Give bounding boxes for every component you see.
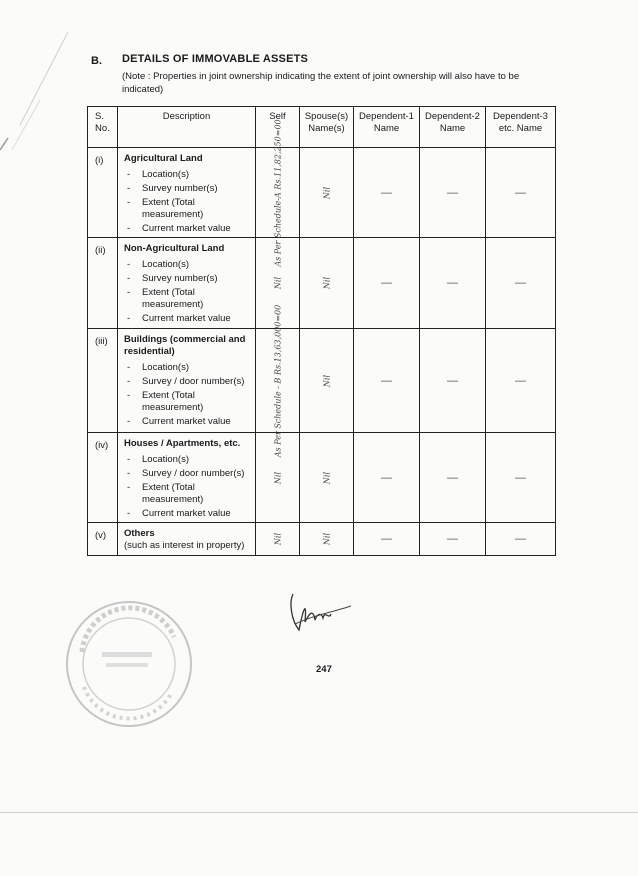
- list-item: - Location(s): [124, 169, 251, 181]
- row-description: [118, 523, 256, 556]
- row-description: [118, 148, 256, 238]
- row-title: Non-Agricultural Land: [124, 243, 225, 254]
- spouse-value: Nil: [322, 186, 331, 199]
- row-subtitle: (such as interest in property): [124, 540, 245, 551]
- list-item: - Survey number(s): [124, 183, 251, 195]
- table-row: [88, 523, 556, 556]
- spouse-value: Nil: [322, 471, 331, 484]
- dependent-2-cell: [420, 329, 486, 433]
- self-value: Nil: [273, 471, 282, 484]
- dependent-1-value: —: [381, 533, 392, 545]
- list-item: - Location(s): [124, 454, 251, 466]
- dependent-2-value: —: [447, 471, 458, 484]
- dependent-3-cell: [486, 433, 556, 523]
- dependent-2-cell: [420, 148, 486, 238]
- row-description: [118, 329, 256, 433]
- table-row: [88, 148, 556, 238]
- section-title: DETAILS OF IMMOVABLE ASSETS: [122, 53, 309, 65]
- list-item: - Current market value: [124, 223, 251, 235]
- row-sno: (iii): [88, 329, 118, 433]
- dependent-3-value: —: [515, 533, 526, 545]
- dependent-3-cell: [486, 238, 556, 329]
- self-value: Nil: [273, 532, 282, 546]
- row-title: Buildings (commercial and residential): [124, 334, 246, 357]
- spouse-cell: [300, 238, 354, 329]
- header-spouse: Spouse(s) Name(s): [300, 107, 354, 148]
- section-note: (Note : Properties in joint ownership indicating the extent of joint ownership will also have to be indicated): [122, 71, 520, 95]
- dependent-2-value: —: [447, 533, 458, 545]
- row-title: Agricultural Land: [124, 153, 203, 164]
- list-item: - Survey / door number(s): [124, 376, 251, 388]
- dependent-1-cell: [354, 148, 420, 238]
- dependent-1-cell: [354, 433, 420, 523]
- table-row: [88, 329, 556, 433]
- dependent-3-value: —: [515, 277, 526, 289]
- row-title: Others: [124, 528, 155, 539]
- header-self: Self: [256, 107, 300, 148]
- spouse-cell: [300, 433, 354, 523]
- dependent-2-value: —: [447, 277, 458, 289]
- header-dependent-2: Dependent-2 Name: [420, 107, 486, 148]
- list-item: - Extent (Total measurement): [124, 482, 251, 506]
- signature-icon: [285, 590, 355, 640]
- header-dependent-3: Dependent-3 etc. Name: [486, 107, 556, 148]
- dependent-2-cell: [420, 433, 486, 523]
- row-sno: (ii): [88, 238, 118, 329]
- self-cell: [256, 304, 300, 457]
- page-number: 247: [316, 664, 332, 675]
- section-letter: B.: [91, 55, 102, 67]
- self-cell: [256, 523, 300, 556]
- header-dependent-1: Dependent-1 Name: [354, 107, 420, 148]
- self-cell: [256, 118, 300, 267]
- dependent-1-cell: [354, 238, 420, 329]
- spouse-value: Nil: [322, 276, 331, 290]
- dependent-2-cell: [420, 238, 486, 329]
- dependent-3-cell: [486, 523, 556, 556]
- dependent-1-value: —: [381, 471, 392, 484]
- list-item: - Extent (Total measurement): [124, 287, 251, 311]
- dependent-1-value: —: [381, 277, 392, 289]
- dependent-2-cell: [420, 523, 486, 556]
- bottom-scan-line: [0, 812, 638, 813]
- spouse-cell: [300, 329, 354, 433]
- list-item: - Location(s): [124, 362, 251, 374]
- list-item: - Current market value: [124, 416, 251, 428]
- spouse-cell: [300, 148, 354, 238]
- dependent-2-value: —: [447, 374, 458, 387]
- margin-scribble-mark: [0, 30, 70, 160]
- immovable-assets-table: [87, 106, 556, 556]
- header-sno: S. No.: [88, 107, 118, 148]
- dependent-2-value: —: [447, 186, 458, 199]
- self-value: As Per Schedule - B Rs.13,63,000=00: [273, 304, 282, 457]
- list-item: - Extent (Total measurement): [124, 197, 251, 221]
- dependent-1-value: —: [381, 186, 392, 199]
- header-description: Description: [118, 107, 256, 148]
- spouse-cell: [300, 523, 354, 556]
- list-item: - Location(s): [124, 259, 251, 271]
- table-row: [88, 433, 556, 523]
- self-value: Nil: [273, 276, 282, 290]
- table-row: [88, 238, 556, 329]
- list-item: - Survey / door number(s): [124, 468, 251, 480]
- dependent-1-value: —: [381, 374, 392, 387]
- list-item: - Survey number(s): [124, 273, 251, 285]
- row-sno: (iv): [88, 433, 118, 523]
- spouse-value: Nil: [322, 532, 331, 546]
- table-header-row: [88, 107, 556, 148]
- self-value: As Per Schedule-A Rs.11,82,250=00: [273, 118, 282, 267]
- dependent-1-cell: [354, 523, 420, 556]
- dependent-3-value: —: [515, 471, 526, 484]
- row-description: [118, 433, 256, 523]
- list-item: - Extent (Total measurement): [124, 390, 251, 414]
- list-item: - Current market value: [124, 508, 251, 520]
- self-cell: [256, 433, 300, 523]
- dependent-3-cell: [486, 329, 556, 433]
- row-sno: (i): [88, 148, 118, 238]
- dependent-1-cell: [354, 329, 420, 433]
- dependent-3-value: —: [515, 186, 526, 199]
- row-title: Houses / Apartments, etc.: [124, 438, 241, 449]
- row-description: [118, 238, 256, 329]
- spouse-value: Nil: [322, 374, 331, 387]
- row-sno: (v): [88, 523, 118, 556]
- official-seal-icon: [62, 597, 197, 732]
- list-item: - Current market value: [124, 313, 251, 325]
- dependent-3-value: —: [515, 374, 526, 387]
- dependent-3-cell: [486, 148, 556, 238]
